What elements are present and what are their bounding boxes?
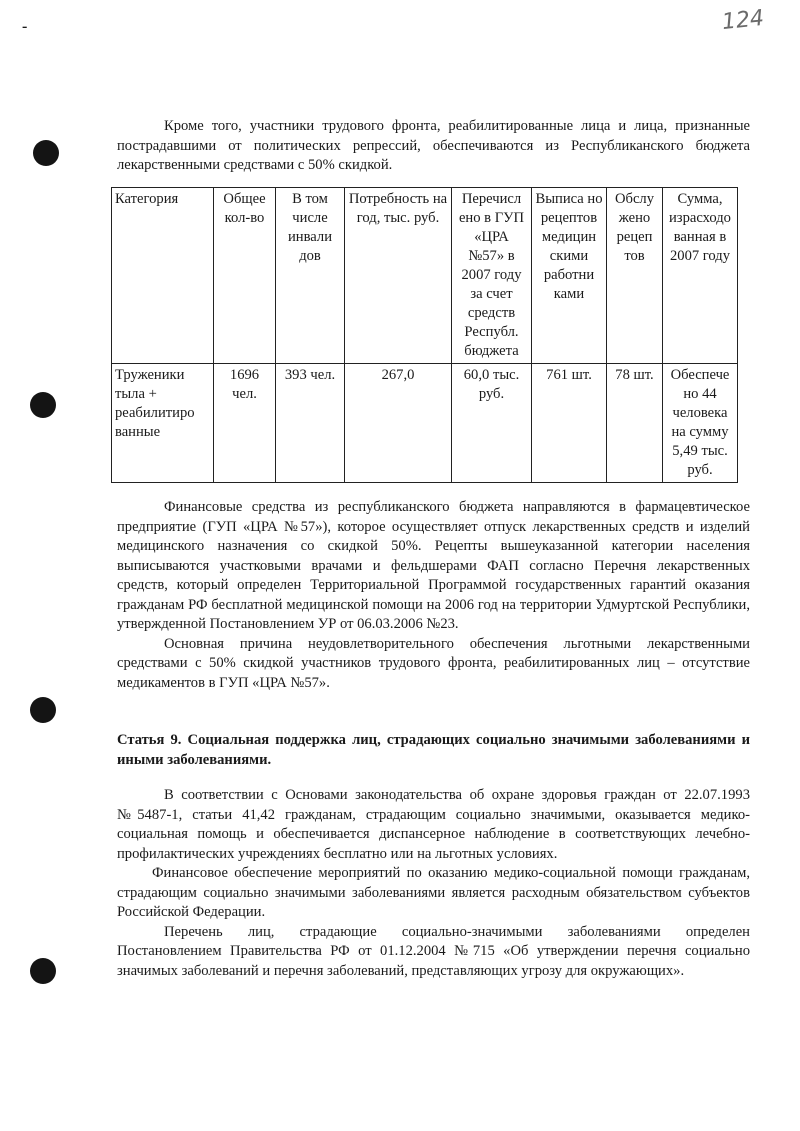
table-header-cell: Выписа но рецептов медицин скими работни ками: [532, 188, 607, 364]
corner-mark: -: [22, 18, 28, 35]
table-cell: Обеспече но 44 человека на сумму 5,49 тыс. руб.: [663, 364, 738, 483]
table-header-cell: Категория: [112, 188, 214, 364]
table-cell: Труженики тыла + реабилитиро ванные: [112, 364, 214, 483]
table-cell: 393 чел.: [276, 364, 345, 483]
intro-paragraph: Кроме того, участники трудового фронта, реабилитированные лица и лица, признанные пострадавшими от политических репрессий, обеспечиваются из Республиканского бюджета лекарственными средствами с 50% скидкой.: [117, 118, 750, 173]
table-cell: 1696 чел.: [214, 364, 276, 483]
table-header-cell: Перечисл ено в ГУП «ЦРА №57» в 2007 году за счет средств Республ. бюджета: [452, 188, 532, 364]
funding-paragraph: Финансовое обеспечение мероприятий по оказанию медико-социальной помощи гражданам, страдающим социально значимыми заболеваниями является расходным обязательством субъектов Российской Федерации.: [117, 865, 750, 920]
table-header-row: [112, 188, 738, 364]
punch-hole: [30, 958, 56, 984]
table-cell: 78 шт.: [607, 364, 663, 483]
punch-hole: [30, 697, 56, 723]
table-cell: 761 шт.: [532, 364, 607, 483]
table-header-cell: В том числе инвали дов: [276, 188, 345, 364]
punch-hole: [33, 140, 59, 166]
table-header-cell: Сумма, израсходо ванная в 2007 году: [663, 188, 738, 364]
finance-paragraph: Финансовые средства из республиканского бюджета направляются в фармацевтическое предприятие (ГУП «ЦРА №57»), которое осуществляет отпуск лекарственных средств и изделий медицинского назначения со скидкой 50%. Рецепты вышеуказанной категории населения выписываются участковыми врачами и фельдшерами ФАП согласно Перечня лекарственных средств, который определен Территориальной Программой государственных гарантий оказания гражданам РФ бесплатной медицинской помощи на 2006 год на территории Удмуртской Республики, утвержденной Постановлением УР от 06.03.2006 №23.: [117, 499, 750, 632]
law-paragraph: В соответствии с Основами законодательства об охране здоровья граждан от 22.07.1993 №5487-1, статьи 41,42 гражданам, страдающим социально значимыми, оказывается медико-социальная помощь и обеспечивается диспансерное наблюдение в соответствующих лечебно-профилактических учреждениях бесплатно или на льготных условиях.: [117, 787, 750, 862]
list-paragraph: Перечень лиц, страдающие социально-значимыми заболеваниями определен Постановлением Правительства РФ от 01.12.2004 №715 «Об утверждении перечня социально значимых заболеваний и перечня заболеваний, представляющих угрозу для окружающих».: [117, 923, 750, 979]
article-section: [117, 731, 750, 770]
reason-paragraph: Основная причина неудовлетворительного обеспечения льготными лекарственными средствами с 50% скидкой участников трудового фронта, реабилитированных лиц – отсутствие медикаментов в ГУП «ЦРА №57».: [117, 635, 750, 691]
law-section: [117, 786, 750, 981]
punch-hole: [30, 392, 56, 418]
table-header-cell: Потребность на год, тыс. руб.: [345, 188, 452, 364]
finance-section: [117, 498, 750, 693]
article-title: Статья 9. Социальная поддержка лиц, страдающих социально значимыми заболеваниями и иными заболеваниями.: [117, 732, 750, 768]
page-number: 124: [720, 5, 766, 36]
intro-section: [117, 117, 750, 176]
table-cell: 267,0: [345, 364, 452, 483]
table-header-cell: Обслу жено рецеп тов: [607, 188, 663, 364]
table-header-cell: Общее кол-во: [214, 188, 276, 364]
medication-table: [111, 187, 738, 483]
table-row: [112, 364, 738, 483]
table-cell: 60,0 тыс. руб.: [452, 364, 532, 483]
